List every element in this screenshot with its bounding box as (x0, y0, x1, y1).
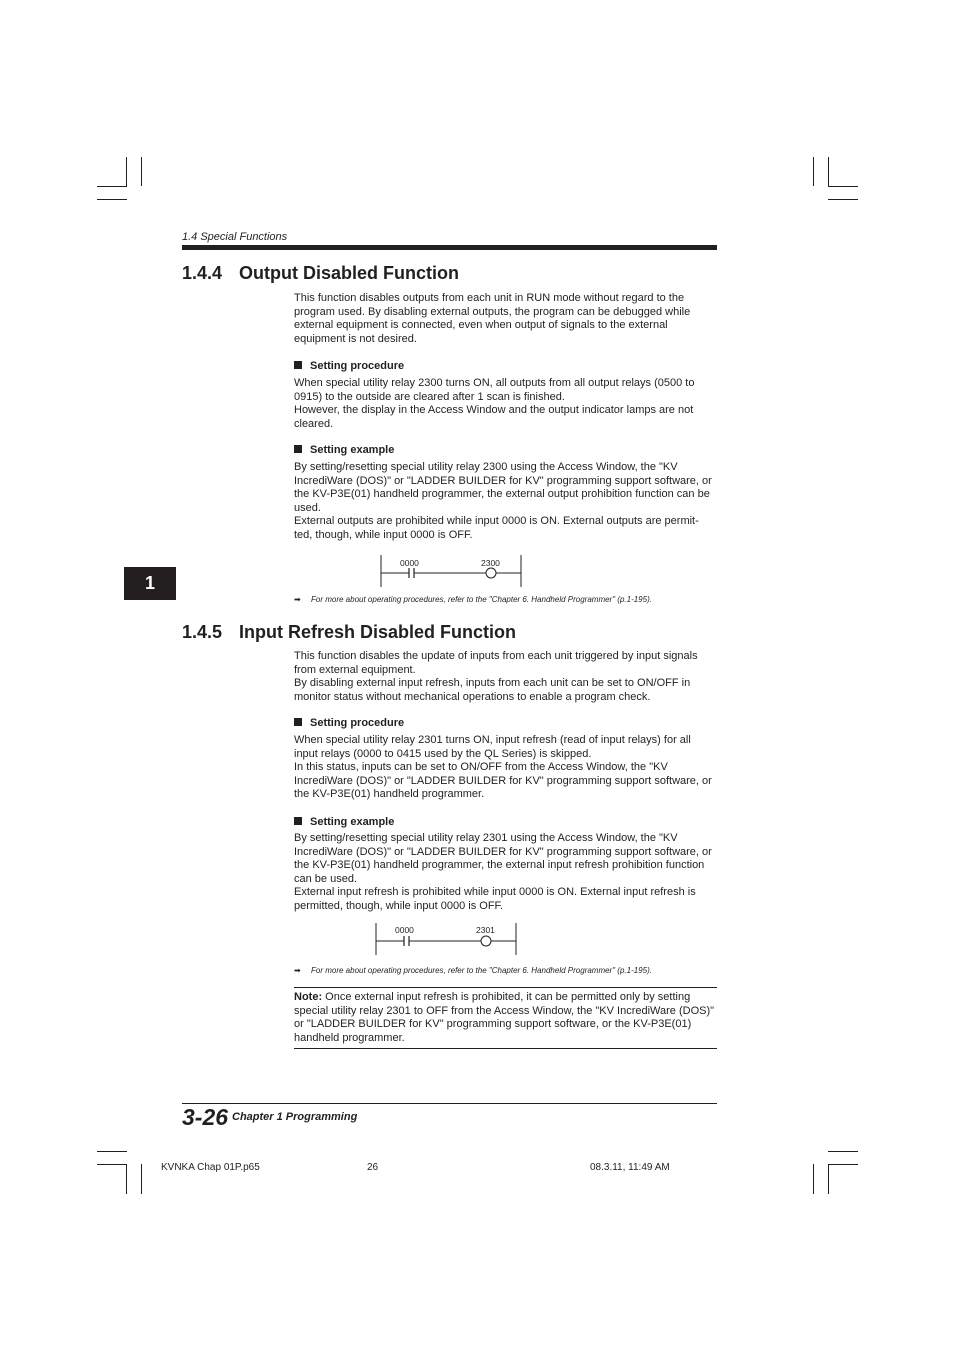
intro-paragraph: By disabling external input refresh, inputs from each unit can be set to ON/OFF in monitor status without mechanical operations to enable a program check. (294, 677, 691, 703)
chapter-tab: 1 (124, 567, 176, 600)
subhead-label: Setting procedure (310, 360, 405, 372)
example-line: External outputs are prohibited while input 0000 is ON. External outputs are permit-ted, though, while input 0000 is OFF. (294, 515, 699, 541)
crop-mark (97, 1151, 127, 1152)
example-line: By setting/resetting special utility relay 2300 using the Access Window, the "KV IncrediWare (DOS)" or "LADDER BUILDER for KV" programming support software, or the KV-P3E(01) handheld programmer, the external output prohibition function can be used. (294, 461, 712, 514)
crop-mark (813, 157, 814, 186)
footer-chapter-label: Chapter 1 Programming (232, 1111, 358, 1123)
section-heading: Output Disabled Function (239, 263, 459, 283)
subhead-label: Setting example (310, 816, 395, 828)
intro-paragraph: This function disables the update of inputs from each unit triggered by input signals from external equipment. (294, 650, 698, 676)
crop-mark (828, 1164, 829, 1194)
note-label: Note: (294, 991, 323, 1003)
square-bullet-icon (294, 718, 302, 726)
square-bullet-icon (294, 445, 302, 453)
slug-filename: KVNKA Chap 01P.p65 (161, 1162, 260, 1173)
header-rule (182, 245, 717, 250)
contact-label: 0000 (400, 558, 419, 568)
section-number: 1.4.5 (182, 622, 223, 642)
contact-label: 0000 (395, 925, 414, 935)
running-header: 1.4 Special Functions (182, 231, 288, 243)
procedure-text (294, 734, 717, 802)
crop-mark (126, 157, 127, 186)
crop-mark (126, 1164, 127, 1194)
subhead-label: Setting example (310, 444, 395, 456)
subhead-setting-example (294, 816, 394, 828)
procedure-line: In this status, inputs can be set to ON/OFF from the Access Window, the "KV IncrediWare (DOS)" or "LADDER BUILDER for KV" programming support software, or the KV-P3E(01) handheld programmer. (294, 761, 712, 801)
example-text (294, 832, 717, 914)
section-intro (294, 650, 717, 704)
coil-label: 2300 (481, 558, 500, 568)
section-title-input-refresh-disabled (182, 622, 516, 643)
arrow-right-curved-icon: ➡︎ (294, 595, 301, 604)
procedure-line: However, the display in the Access Window and the output indicator lamps are not cleared. (294, 404, 694, 430)
reference-text: For more about operating procedures, refer to the "Chapter 6. Handheld Programmer" (p.1-195). (311, 595, 652, 604)
slug-page: 26 (367, 1162, 379, 1173)
example-line: By setting/resetting special utility relay 2301 using the Access Window, the "KV IncrediWare (DOS)" or "LADDER BUILDER for KV" programming support software, or the KV-P3E(01) handheld programmer, the external input refresh prohibition function can be used. (294, 832, 712, 885)
crop-mark (828, 186, 858, 187)
note-box (294, 987, 717, 1049)
square-bullet-icon (294, 817, 302, 825)
crop-mark (97, 186, 127, 187)
crop-mark (97, 199, 127, 200)
procedure-text (294, 377, 717, 431)
crop-mark (141, 1164, 142, 1194)
footer-rule (182, 1103, 717, 1104)
slug-timestamp: 08.3.11, 11:49 AM (590, 1162, 670, 1173)
section-intro (294, 292, 717, 346)
ladder-diagram (373, 920, 521, 956)
procedure-line: When special utility relay 2301 turns ON, input refresh (read of input relays) for all input relays (0000 to 0415 used by the QL Series) is skipped. (294, 734, 691, 760)
ladder-diagram (378, 553, 526, 589)
crop-mark (141, 157, 142, 186)
coil-icon (481, 936, 491, 946)
procedure-line: When special utility relay 2300 turns ON, all outputs from all output relays (0500 to 0915) to the outside are cleared after 1 scan is finished. (294, 377, 695, 403)
reference-note (294, 966, 652, 975)
section-number: 1.4.4 (182, 263, 223, 283)
intro-paragraph: This function disables outputs from each unit in RUN mode without regard to the program used. By disabling external outputs, the program can be debugged while external equipment is connected, even when output of signals to the external equipment is not desired. (294, 292, 691, 345)
coil-label: 2301 (476, 925, 495, 935)
crop-mark (813, 1164, 814, 1194)
note-text: Once external input refresh is prohibited, it can be permitted only by setting special utility relay 2301 to OFF from the Access Window, the "KV IncrediWare (DOS)" or "LADDER BUILDER for KV" programming support software, or the KV-P3E(01) handheld programmer. (294, 991, 715, 1044)
crop-mark (828, 1151, 858, 1152)
reference-text: For more about operating procedures, refer to the "Chapter 6. Handheld Programmer" (p.1-195). (311, 966, 652, 975)
crop-mark (97, 1164, 127, 1165)
subhead-setting-procedure (294, 717, 404, 729)
section-heading: Input Refresh Disabled Function (239, 622, 517, 642)
example-text (294, 461, 717, 543)
reference-note (294, 595, 652, 604)
crop-mark (828, 199, 858, 200)
square-bullet-icon (294, 361, 302, 369)
subhead-setting-procedure (294, 360, 404, 372)
arrow-right-curved-icon: ➡︎ (294, 966, 301, 975)
crop-mark (828, 157, 829, 186)
subhead-setting-example (294, 444, 394, 456)
crop-mark (828, 1164, 858, 1165)
page-number: 3-26 (182, 1104, 229, 1130)
subhead-label: Setting procedure (310, 717, 405, 729)
section-title-output-disabled (182, 263, 459, 284)
example-line: External input refresh is prohibited while input 0000 is ON. External input refresh is permitted, though, while input 0000 is OFF. (294, 886, 696, 912)
coil-icon (486, 568, 496, 578)
